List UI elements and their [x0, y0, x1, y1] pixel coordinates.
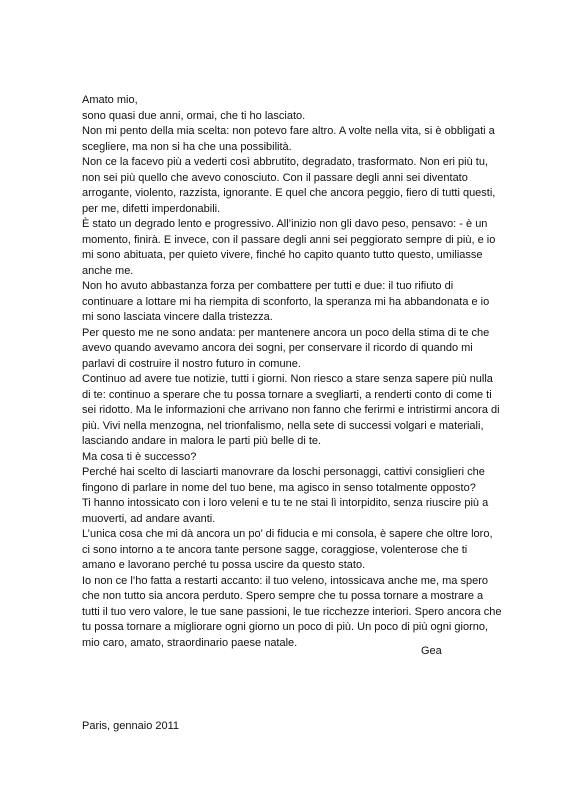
paragraph: Ti hanno intossicato con i loro veleni e tu te ne stai lì intorpidito, senza riuscire più a muoverti, ad andare avanti. — [82, 497, 489, 525]
paragraph: Ma cosa ti è successo? — [82, 450, 197, 463]
salutation: Amato mio, — [82, 94, 138, 106]
paragraph: È stato un degrado lento e progressivo. All’inizio non gli davo peso, pensavo: - è un momento, finirà. E invece, con il passare degli anni sei peggiorato sempre di più, e io mi sono abituata, per quieto vivere, finché ho capito quanto tutto questo, umiliasse anche me. — [82, 218, 496, 277]
place-date: Paris, gennaio 2011 — [82, 720, 180, 732]
paragraph: Continuo ad avere tue notizie, tutti i giorni. Non riesco a stare senza sapere più nulla di te: continuo a sperare che tu possa tornare a svegliarti, a renderti conto di come ti sei ridotto. Ma le informazioni che arrivano non fanno che ferirmi e intristirmi ancora di più. Vivi nella menzogna, nel trionfalismo, nella sete di successi volgari e materiali, lasciando andare in malora le parti più belle di te. — [82, 373, 500, 447]
paragraph: Non ce la facevo più a vederti così abbrutito, degradato, trasformato. Non eri più tu, non sei più quello che avevo conosciuto. Con il passare degli anni sei diventato arrogante, violento, razzista, ignorante. E quel che ancora peggio, fiero di tutti questi, per me, difetti imperdonabili. — [82, 156, 496, 215]
paragraph: Non ho avuto abbastanza forza per combattere per tutti e due: il tuo rifiuto di continuare a lottare mi ha riempita di sconforto, la speranza mi ha abbandonata e io mi sono lasciata vincere dalla tristezza. — [82, 280, 490, 323]
paragraph: Perché hai scelto di lasciarti manovrare da loschi personaggi, cattivi consiglieri che fingono di parlare in nome del tuo bene, ma agisco in senso totalmente opposto? — [82, 466, 485, 494]
paragraph: Io non ce l’ho fatta a restarti accanto: il tuo veleno, intossicava anche me, ma spero che non tutto sia ancora perduto. Spero sempre che tu possa tornare a mostrare a tutti il tuo vero valore, le tue sane passioni, le tue ricchezze interiori. Spero ancora che tu possa tornare a migliorare ogni giorno un poco di più. Un poco di più ogni giorno, mio caro, amato, straordinario paese natale. — [82, 574, 502, 649]
paragraph: Non mi pento della mia scelta: non potevo fare altro. A volte nella vita, si è obbligati a scegliere, ma non si ha che una possibilità. — [82, 125, 495, 153]
paragraph: Per questo me ne sono andata: per mantenere ancora un poco della stima di te che avevo quando avevamo ancora dei sogni, per conservare il ricordo di quando mi parlavi di costruire il nostro futuro in comune. — [82, 326, 490, 370]
signature: Gea — [421, 645, 442, 657]
paragraph: L’unica cosa che mi dà ancora un po’ di fiducia e mi consola, è sapere che oltre loro, ci sono intorno a te ancora tante persone sagge, coraggiose, volenterose che ti amano e lavorano perché tu possa uscire da questo stato. — [82, 528, 493, 571]
letter-body — [82, 93, 502, 651]
paragraph: sono quasi due anni, ormai, che ti ho lasciato. — [82, 109, 306, 122]
